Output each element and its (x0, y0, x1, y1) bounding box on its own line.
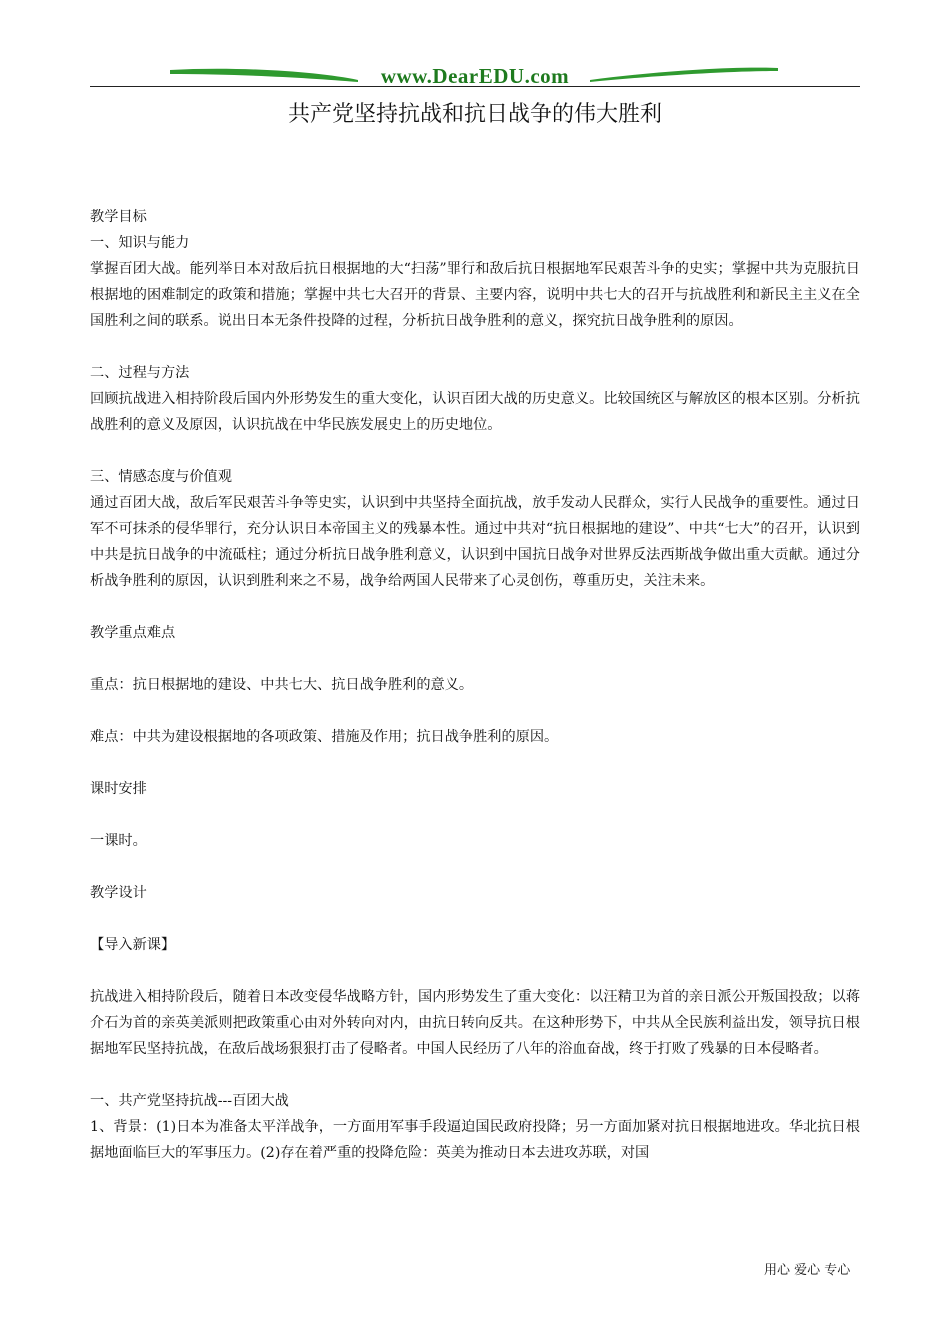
design-heading: 教学设计 (90, 885, 147, 901)
schedule-body: 一课时。 (90, 833, 147, 849)
section-1-body: 掌握百团大战。能列举日本对敌后抗日根据地的大“扫荡”罪行和敌后抗日根据地军民艰苦斗争的史实；掌握中共为克服抗日根据地的困难制定的政策和措施；掌握中共七大召开的背景、主要内容，说明中共七大的召开与抗战胜利和新民主主义在全国胜利之间的联系。说出日本无条件投降的过程，分析抗日战争胜利的意义，探究抗日战争胜利的原因。 (90, 261, 860, 329)
footer-motto: 用心 爱心 专心 (764, 1263, 851, 1278)
page-title: 共产党坚持抗战和抗日战争的伟大胜利 (287, 102, 662, 127)
section-2-body: 回顾抗战进入相持阶段后国内外形势发生的重大变化，认识百团大战的历史意义。比较国统区与解放区的根本区别。分析抗战胜利的意义及原因，认识抗战在中华民族发展史上的历史地位。 (90, 391, 860, 433)
section-1-heading: 一、知识与能力 (90, 235, 190, 251)
difficult-point: 难点：中共为建设根据地的各项政策、措施及作用；抗日战争胜利的原因。 (90, 729, 559, 745)
schedule-heading: 课时安排 (90, 781, 147, 797)
section-2-heading: 二、过程与方法 (90, 365, 190, 381)
header-rule (90, 86, 860, 87)
site-url-banner: www.DearEDU.com (380, 64, 570, 88)
goals-heading: 教学目标 (90, 209, 147, 225)
part-1-heading: 一、共产党坚持抗战---百团大战 (90, 1093, 289, 1109)
key-point: 重点：抗日根据地的建设、中共七大、抗日战争胜利的意义。 (90, 677, 474, 693)
document-body (90, 204, 860, 1166)
section-3-body: 通过百团大战，敌后军民艰苦斗争等史实，认识到中共坚持全面抗战，放手发动人民群众，实行人民战争的重要性。通过日军不可抹杀的侵华罪行，充分认识日本帝国主义的残暴本性。通过中共对“抗日根据地的建设”、中共“七大”的召开，认识到中共是抗日战争的中流砥柱；通过分析抗日战争胜利意义，认识到中国抗日战争对世界反法西斯战争做出重大贡献。通过分析战争胜利的原因，认识到胜利来之不易，战争给两国人民带来了心灵创伤，尊重历史，关注未来。 (90, 495, 860, 589)
part-1-body: 1、背景：(1)日本为准备太平洋战争，一方面用军事手段逼迫国民政府投降；另一方面加紧对抗日根据地进攻。华北抗日根据地面临巨大的军事压力。(2)存在着严重的投降危险：英美为推动日本去进攻苏联，对国 (90, 1119, 860, 1161)
intro-heading: 【导入新课】 (90, 937, 176, 953)
section-3-heading: 三、情感态度与价值观 (90, 469, 232, 485)
keypoints-heading: 教学重点难点 (90, 625, 176, 641)
intro-body: 抗战进入相持阶段后，随着日本改变侵华战略方针，国内形势发生了重大变化：以汪精卫为首的亲日派公开叛国投敌；以蒋介石为首的亲英美派则把政策重心由对外转向对内，由抗日转向反共。在这种形势下，中共从全民族利益出发，领导抗日根据地军民坚持抗战，在敌后战场狠狠打击了侵略者。中国人民经历了八年的浴血奋战，终于打败了残暴的日本侵略者。 (90, 989, 860, 1057)
